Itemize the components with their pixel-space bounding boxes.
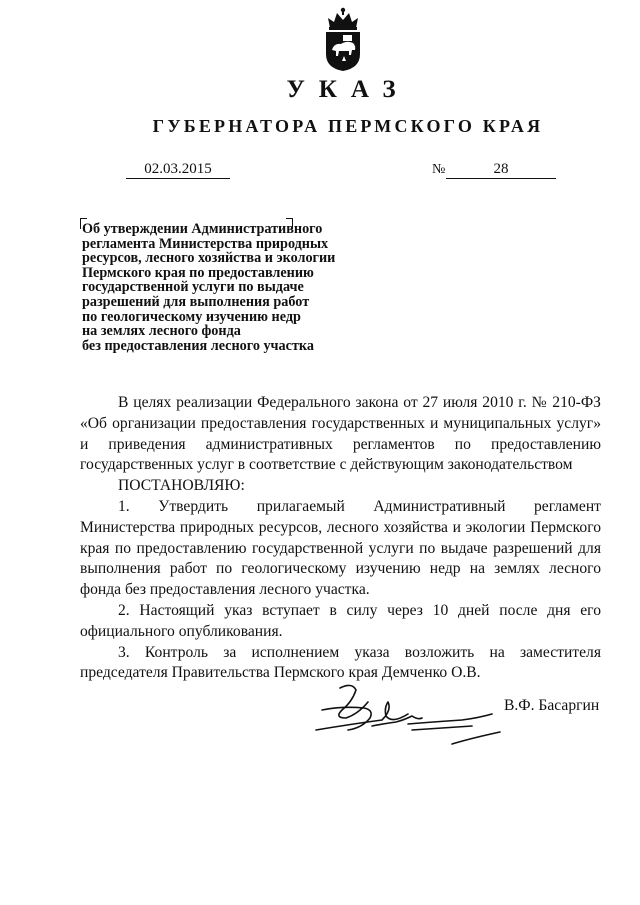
heading-line: по геологическому изучению недр: [82, 308, 301, 325]
decree-item-3: 3. Контроль за исполнением указа возложить на заместителя председателя Правительства Пермского края Демченко О.В.: [80, 643, 601, 682]
decree-item-1: 1. Утвердить прилагаемый Административный регламент Министерства природных ресурсов, лесного хозяйства и экологии Пермского края по предоставлению государственной услуги по выдаче разрешений для выполнения работ по геологическому изучению недр на землях лесного фонда без предоставления лесного участка.: [80, 497, 601, 599]
document-date: 02.03.2015: [126, 161, 230, 179]
document-body: [80, 393, 601, 684]
heading-line: ресурсов, лесного хозяйства и экологии: [82, 250, 336, 267]
number-sign: №: [432, 162, 446, 177]
document-number: 28: [446, 161, 556, 179]
heading-line: разрешений для выполнения работ: [82, 293, 310, 310]
preamble-paragraph: В целях реализации Федерального закона от 27 июля 2010 г. № 210-ФЗ «Об организации предоставления государственных и муниципальных услуг» и приведения административных регламентов по предоставлению государственных услуг в соответствие с действующим законодательством: [80, 394, 601, 474]
document-subtitle: ГУБЕРНАТОРА ПЕРМСКОГО КРАЯ: [152, 116, 544, 136]
heading-line: без предоставления лесного участка: [82, 337, 314, 354]
decree-word: ПОСТАНОВЛЯЮ:: [118, 477, 245, 495]
heading-line: регламента Министерства природных: [82, 235, 329, 252]
coat-of-arms-icon: [322, 6, 364, 72]
heading-line: Об утверждении Административного: [82, 221, 323, 237]
document-title: УКАЗ: [286, 76, 410, 103]
decree-item-2: 2. Настоящий указ вступает в силу через 10 дней после дня его официального опубликования.: [80, 601, 601, 640]
heading-line: на землях лесного фонда: [82, 323, 241, 340]
handwritten-signature: [312, 680, 502, 752]
heading-line: государственной услуги по выдаче: [82, 279, 304, 296]
document-heading: [82, 222, 382, 353]
heading-line: Пермского края по предоставлению: [82, 264, 314, 281]
signer-name: В.Ф. Басаргин: [504, 697, 600, 714]
